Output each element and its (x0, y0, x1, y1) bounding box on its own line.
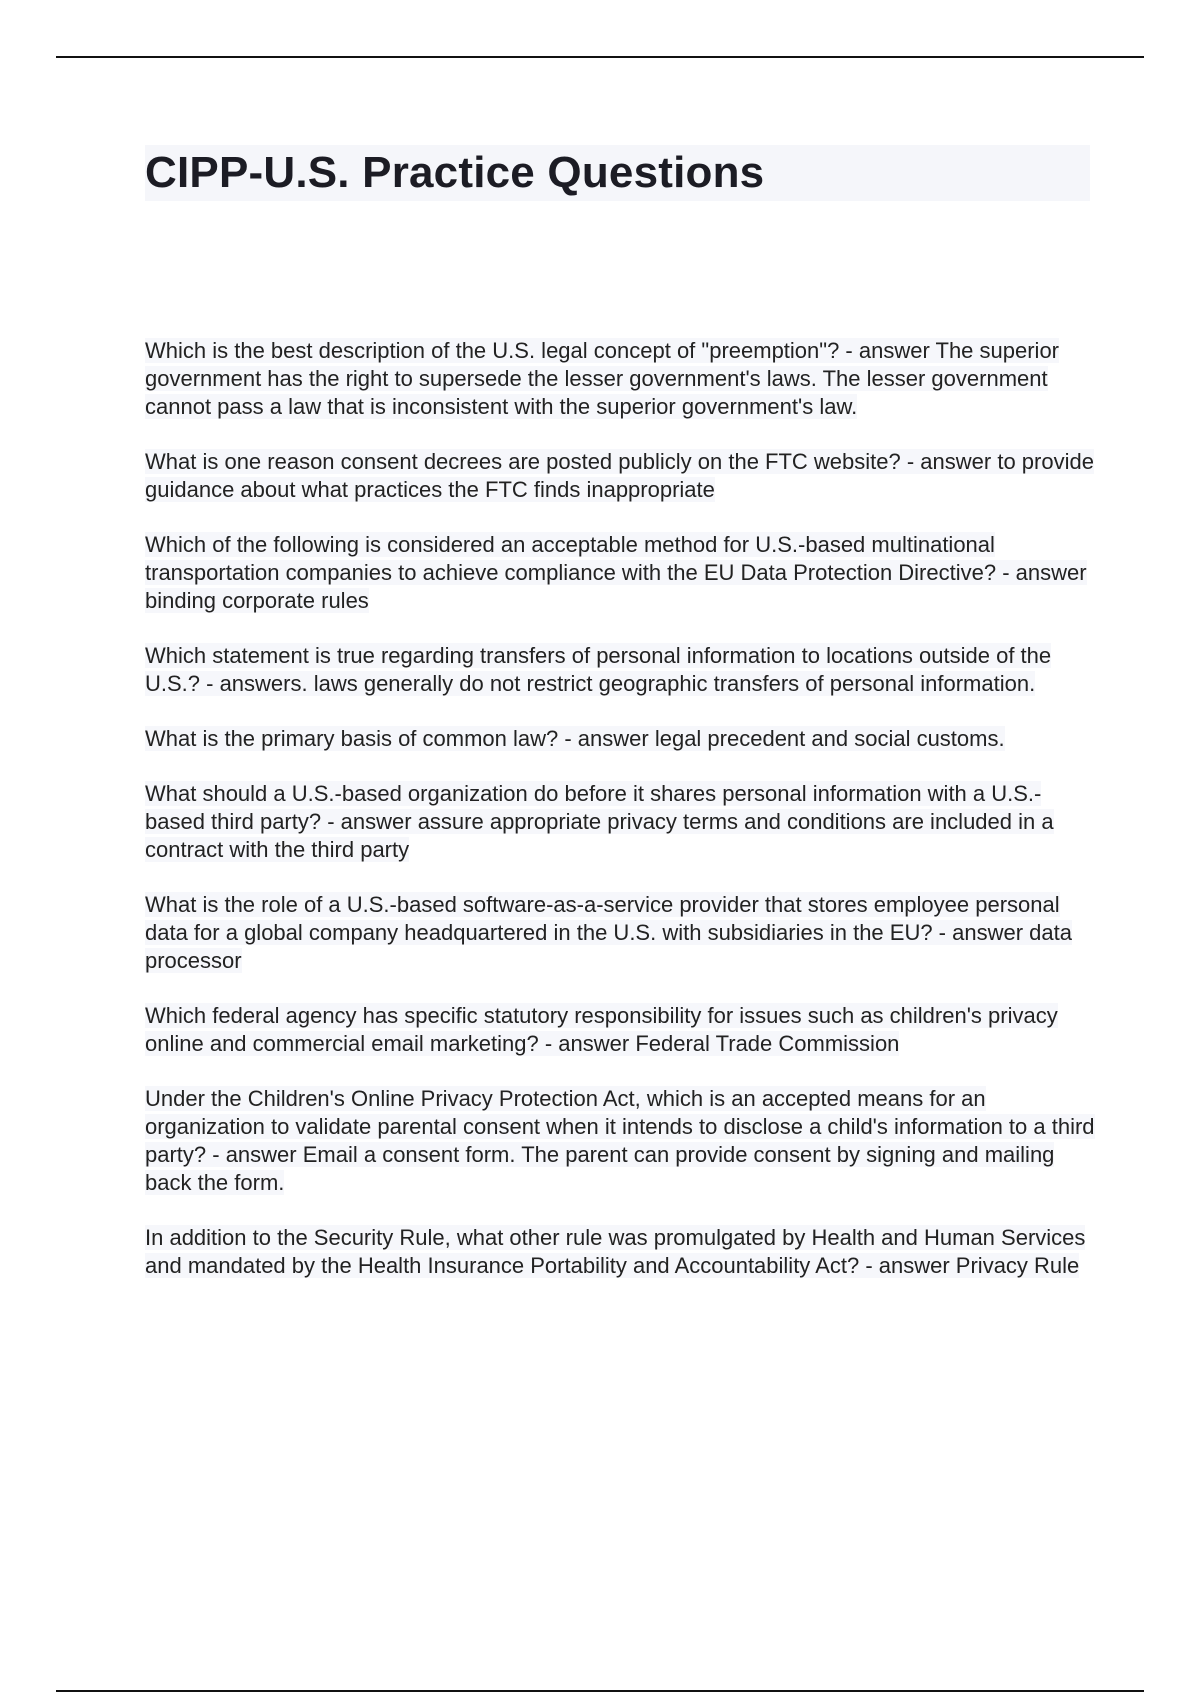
question-item (145, 1224, 1095, 1280)
question-text: Under the Children's Online Privacy Protection Act, which is an accepted means for an organization to validate parental consent when it intends to disclose a child's information to a third party? - answer Email a consent form. The parent can provide consent by signing and mailing back the form. (145, 1086, 1095, 1195)
question-item (145, 780, 1095, 864)
question-text: What is the role of a U.S.-based software-as-a-service provider that stores employee personal data for a global company headquartered in the U.S. with subsidiaries in the EU? - answer data processor (145, 892, 1072, 973)
question-item (145, 448, 1095, 504)
question-item (145, 1085, 1095, 1197)
question-item (145, 891, 1095, 975)
bottom-divider (56, 1690, 1144, 1692)
question-text: Which statement is true regarding transfers of personal information to locations outside of the U.S.? - answers. laws generally do not restrict geographic transfers of personal information. (145, 643, 1052, 696)
question-text: Which is the best description of the U.S. legal concept of "preemption"? - answer The superior government has the right to supersede the lesser government's laws. The lesser government cannot pass a law that is inconsistent with the superior government's law. (145, 338, 1060, 419)
question-item (145, 642, 1095, 698)
question-text: What is one reason consent decrees are posted publicly on the FTC website? - answer to provide guidance about what practices the FTC finds inappropriate (145, 449, 1094, 502)
question-text: What is the primary basis of common law? - answer legal precedent and social customs. (145, 726, 1005, 751)
question-text: Which of the following is considered an acceptable method for U.S.-based multinational transportation companies to achieve compliance with the EU Data Protection Directive? - answer binding corporate rules (145, 532, 1087, 613)
question-text: Which federal agency has specific statutory responsibility for issues such as children's privacy online and commercial email marketing? - answer Federal Trade Commission (145, 1003, 1058, 1056)
question-item (145, 337, 1095, 421)
question-item (145, 725, 1095, 753)
page-title: CIPP-U.S. Practice Questions (145, 148, 765, 197)
question-list (145, 337, 1095, 1307)
question-text: What should a U.S.-based organization do before it shares personal information with a U.S.-based third party? - answer assure appropriate privacy terms and conditions are included in a contract with the third party (145, 781, 1054, 862)
question-item (145, 1002, 1095, 1058)
question-item (145, 531, 1095, 615)
question-text: In addition to the Security Rule, what other rule was promulgated by Health and Human Services and mandated by the Health Insurance Portability and Accountability Act? - answer Privacy Rule (145, 1225, 1086, 1278)
top-divider (56, 56, 1144, 58)
